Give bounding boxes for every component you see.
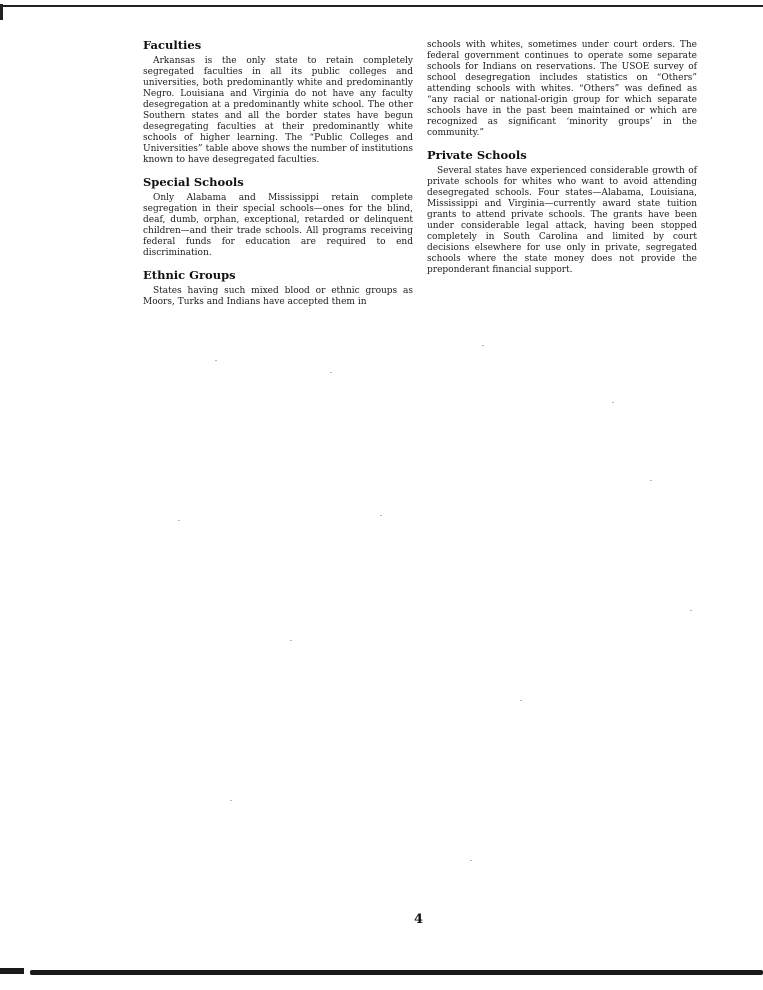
special-schools-heading: Special Schools xyxy=(143,175,244,189)
private-schools-heading: Private Schools xyxy=(427,148,527,162)
scan-speck xyxy=(690,610,692,611)
bottom-border-rule xyxy=(30,970,763,975)
scan-speck xyxy=(380,515,382,516)
bottom-left-edge-mark xyxy=(0,968,24,974)
scan-speck xyxy=(482,345,484,346)
ethnic-groups-paragraph: States having such mixed blood or ethnic groups as Moors, Turks and Indians have accepted them in xyxy=(143,286,413,307)
scan-speck xyxy=(520,700,522,701)
right-column xyxy=(427,40,697,285)
scan-speck xyxy=(290,640,292,641)
page-number: 4 xyxy=(414,912,424,927)
scan-speck xyxy=(470,860,472,861)
private-schools-paragraph: Several states have experienced considerable growth of private schools for whites who want to avoid attending desegregated schools. Four states—Alabama, Louisiana, Mississippi and Virginia—currently award state tuition grants to attend private schools. The grants have been under considerable legal attack, having been stopped completely in South Carolina and limited by court decisions elsewhere for use only in private, segregated schools where the state money does not provide the preponderant financial support. xyxy=(427,166,697,275)
faculties-heading: Faculties xyxy=(143,38,202,52)
scan-speck xyxy=(612,402,614,403)
ethnic-groups-continuation-paragraph: schools with whites, sometimes under court orders. The federal government continues to operate some separate schools for Indians on reservations. The USOE survey of school desegregation includes statistics on “Others” attending schools with whites. “Others” was defined as “any racial or national-origin group for which separate schools have in the past been maintained or which are recognized as significant ‘minority groups’ in the community.” xyxy=(427,40,697,138)
faculties-paragraph: Arkansas is the only state to retain completely segregated faculties in all its public colleges and universities, both predominantly white and predominantly Negro. Louisiana and Virginia do not have any faculty desegregation at a predominantly white school. The other Southern states and all the border states have begun desegregating faculties at their predominantly white schools of higher learning. The “Public Colleges and Universities” table above shows the number of institutions known to have desegregated faculties. xyxy=(143,56,413,165)
special-schools-paragraph: Only Alabama and Mississippi retain complete segregation in their special schools—ones for the blind, deaf, dumb, orphan, exceptional, retarded or delinquent children—and their trade schools. All programs receiving federal funds for education are required to end discrimination. xyxy=(143,193,413,258)
top-border-rule xyxy=(0,0,763,7)
scan-speck xyxy=(178,520,180,521)
ethnic-groups-heading: Ethnic Groups xyxy=(143,268,236,282)
scan-speck xyxy=(215,360,217,361)
scan-speck xyxy=(230,800,232,801)
left-column xyxy=(143,38,413,317)
scan-speck xyxy=(650,480,652,481)
top-left-edge-mark xyxy=(0,4,3,20)
scan-speck xyxy=(330,372,332,373)
